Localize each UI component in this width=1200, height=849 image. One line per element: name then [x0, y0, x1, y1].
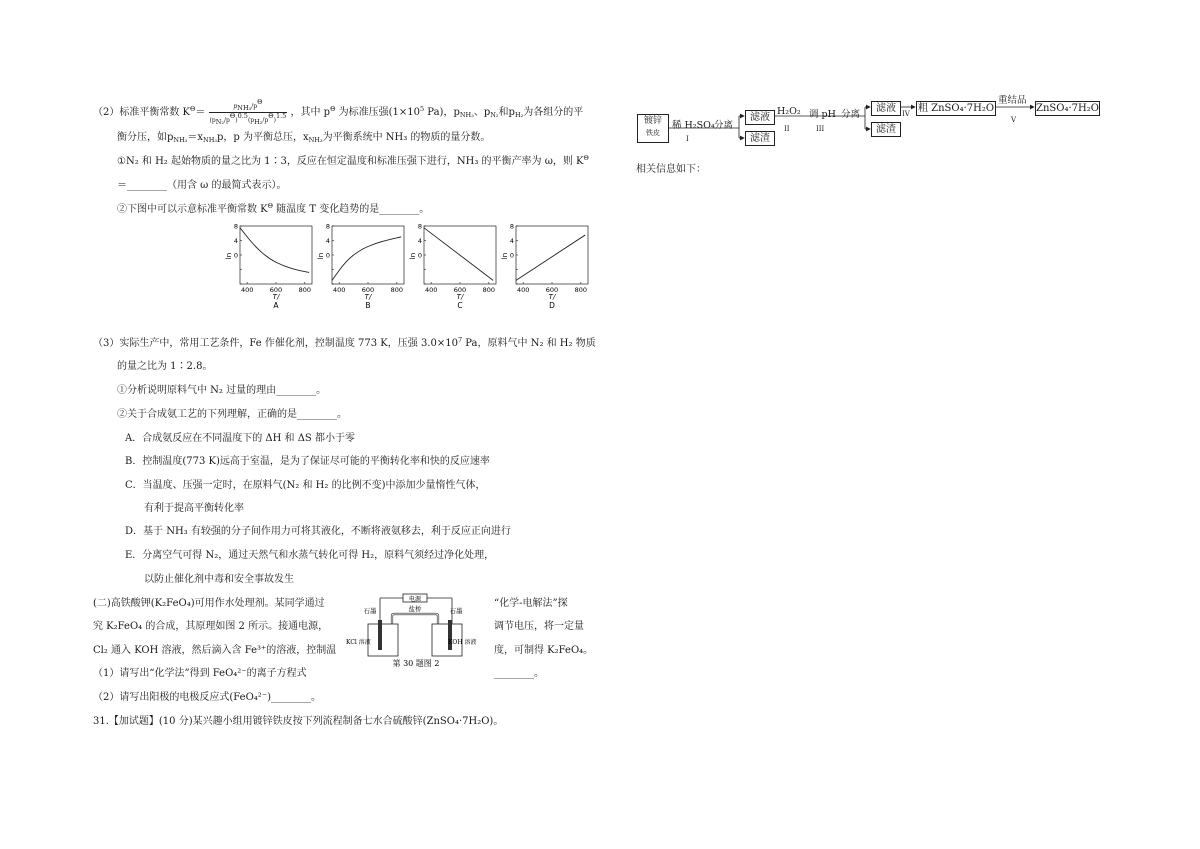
flow-roman-4: IV — [902, 110, 910, 118]
chart-A-ytick-label: 0 — [233, 251, 238, 260]
chart-A-title: A — [273, 301, 279, 310]
flow-step3: 调 pH — [809, 109, 836, 120]
chart-D-xlabel: T/ — [548, 293, 556, 301]
power-label: 电源 — [408, 596, 422, 603]
chart-C-xtick-label: 400 — [424, 286, 438, 294]
chart-C-xtick-label: 600 — [453, 286, 467, 294]
chart-B-ytick-label: 4 — [325, 237, 330, 245]
q3-item1: ①分析说明原料气中 N₂ 过量的理由________。 — [117, 385, 327, 396]
kc-fraction: $\frac{\text{pNH₃/pΘ}}{\text{(pN₂/pΘ)0.5(pH₂/pΘ)1.5}}$ — [209, 98, 287, 126]
chart-A-frame — [240, 226, 312, 284]
q3-line1: （3）实际生产中，常用工艺条件，Fe 作催化剂，控制温度 773 K，压强 $3.0\times 10^7$ Pa，原料气中 N₂ 和 H₂ 物质 — [93, 336, 596, 349]
option-d: D．基于 NH₃ 有较强的分子间作用力可将其液化，不断将液氨移去，利于反应正向进行 — [125, 526, 511, 537]
electrolysis-figure — [340, 590, 490, 668]
part2-q1: （1）请写出“化学法”得到 FeO₄²⁻的离子方程式 — [93, 668, 307, 679]
part2-q1-blank: ________。 — [494, 668, 544, 679]
chart-A-ytick-label: 8 — [233, 222, 238, 231]
chart-D-frame — [516, 226, 588, 284]
option-c-cont: 有利于提高平衡转化率 — [144, 503, 244, 514]
chart-A-ylabel: ln — [225, 252, 233, 260]
flow-start-box: 镀锌 铁皮 — [637, 114, 669, 143]
chart-B-ytick-label: 0 — [325, 251, 330, 260]
right-electrode-label: 石墨 — [449, 607, 463, 615]
flow-roman-1: I — [686, 135, 689, 143]
flow-crude-box: 粗 ZnSO₄·7H₂O — [917, 103, 995, 114]
part2-line3-right: 度，可制得 K₂FeO₄。 — [494, 645, 594, 656]
flow-step1: 稀 H₂SO₄ — [672, 120, 715, 131]
chart-B-series-line — [332, 237, 401, 281]
chart-A-xtick-label: 800 — [298, 286, 312, 294]
chart-D-title: D — [549, 301, 555, 310]
figure-caption: 第 30 题图 2 — [392, 659, 440, 668]
part2-line1: (二)高铁酸钾(K₂FeO₄)可用作水处理剂。某同学通过 — [93, 598, 325, 609]
left-beaker — [368, 624, 398, 656]
option-e-cont: 以防止催化剂中毒和安全事故发生 — [144, 574, 294, 585]
chart-D-ytick-label: 4 — [509, 237, 514, 245]
option-a: A．合成氨反应在不同温度下的 ΔH 和 ΔS 都小于零 — [125, 433, 355, 444]
chart-C-series-line — [424, 228, 493, 281]
chart-A-xlabel: T/ — [272, 293, 280, 301]
q3-item2: ②关于合成氨工艺的下列理解，正确的是________。 — [117, 409, 347, 420]
flow-recryst: 重结品 — [998, 95, 1027, 106]
chart-B-title: B — [365, 301, 371, 310]
chart-D-series-line — [516, 235, 585, 280]
charts-svg — [226, 222, 596, 317]
chart-A-xtick-label: 400 — [240, 286, 254, 294]
chart-B-xtick-label: 800 — [390, 286, 404, 294]
chart-C-xlabel: T/ — [456, 293, 464, 301]
chart-C-xtick-label: 800 — [482, 286, 496, 294]
chart-A-series-line — [240, 228, 309, 273]
flow-filtrate1: 滤液 — [745, 110, 775, 125]
q2-item2: ②下图中可以示意标准平衡常数 $K^\Theta$ 随温度 T 变化趋势的是________。 — [117, 202, 430, 215]
left-electrode — [378, 620, 382, 650]
left-solution-label: KCl 溶液 — [346, 639, 371, 646]
salt-bridge — [392, 614, 438, 646]
chart-B-xtick-label: 400 — [332, 286, 346, 294]
flow-arrows — [636, 98, 1106, 158]
part2-line1-right: “化学-电解法”探 — [494, 598, 568, 609]
part2-line2-right: 调节电压，将一定量 — [494, 621, 584, 632]
right-solution-label: KOH 溶液 — [448, 639, 477, 646]
chart-D-ytick-label: 0 — [509, 251, 514, 260]
chart-C-ylabel: ln — [409, 252, 417, 260]
flow-residue1: 滤渣 — [745, 131, 775, 146]
k-vs-t-charts — [226, 222, 596, 317]
flow-filtrate2: 滤液 — [871, 101, 901, 116]
chart-D-xtick-label: 800 — [574, 286, 588, 294]
flow-residue2: 滤渣 — [871, 122, 901, 137]
flow-step2: H₂O₂ — [777, 106, 801, 117]
part2-line2: 究 K₂FeO₄ 的合成，其原理如图 2 所示。接通电源， — [93, 621, 329, 632]
chart-D-xtick-label: 600 — [545, 286, 559, 294]
option-c: C．当温度、压强一定时，在原料气(N₂ 和 H₂ 的比例不变)中添加少量惰性气体， — [125, 480, 486, 491]
q3-line2: 的量之比为 1∶2.8。 — [117, 361, 213, 372]
chart-B-ylabel: ln — [317, 252, 325, 260]
chart-D-ytick-label: 8 — [509, 222, 514, 231]
q2-item1-answer: ＝________（用含 ω 的最简式表示）。 — [117, 180, 287, 191]
chart-B-ytick-label: 8 — [325, 222, 330, 231]
flow-chart — [636, 95, 1106, 158]
flow-roman-5: V — [1011, 116, 1017, 124]
bridge-label: 盐桥 — [408, 605, 422, 613]
option-b: B．控制温度(773 K)远高于室温，是为了保证尽可能的平衡转化率和快的反应速率 — [125, 456, 490, 467]
chart-A-xtick-label: 600 — [269, 286, 283, 294]
flow-roman-2: II — [784, 125, 790, 133]
chart-C-ytick-label: 8 — [417, 222, 422, 231]
q2-item1: ①N₂ 和 H₂ 起始物质的量之比为 1∶3，反应在恒定温度和标准压强下进行，NH₃ 的平衡产率为 ω，则 $K^\Theta$ — [117, 154, 589, 167]
q2-line1: （2）标准平衡常数 $K^\Theta=$ $\frac{\text{pNH₃/pΘ}}{\text{(pN₂/pΘ)0.5(pH₂/pΘ)1.5}}$ ，其中 $p^\Theta$ 为标准压强($1\times 10^5$ Pa)，$p_{NH_3}$、$p_{N_2}$和$p_{H_2}$为各组分的平 — [93, 98, 584, 126]
chart-B-frame — [332, 226, 404, 284]
electrolysis-svg — [340, 590, 490, 668]
left-electrode-label: 石墨 — [363, 607, 377, 615]
flow-sep1: 分离 — [714, 120, 734, 131]
flow-roman-3: III — [816, 125, 825, 133]
option-e: E．分离空气可得 N₂，通过天然气和水蒸气转化可得 H₂，原料气须经过净化处理， — [125, 550, 495, 561]
chart-D-xtick-label: 400 — [516, 286, 530, 294]
part2-q2: （2）请写出阳极的电极反应式(FeO₄²⁻)________。 — [93, 692, 321, 703]
q31-text: 31.【加试题】(10 分)某兴趣小组用镀锌铁皮按下列流程制备七水合硫酸锌(ZnSO₄·7H₂O)。 — [93, 716, 504, 727]
q2-line2: 衡分压，如$p_{NH_3}=x_{NH_3}p$，p 为平衡总压，$x_{NH_3}$为平衡系统中 NH₃ 的物质的量分数。 — [117, 132, 491, 144]
chart-D-ylabel: ln — [501, 252, 509, 260]
related-info: 相关信息如下： — [636, 164, 706, 175]
flow-sep2: 分离 — [841, 109, 861, 120]
chart-A-ytick-label: 4 — [233, 237, 238, 245]
chart-C-ytick-label: 4 — [417, 237, 422, 245]
part2-line3: Cl₂ 通入 KOH 溶液，然后滴入含 Fe³⁺的溶液，控制温 — [93, 645, 337, 656]
chart-C-ytick-label: 0 — [417, 251, 422, 260]
flow-final-box: ZnSO₄·7H₂O — [1036, 103, 1099, 114]
chart-C-title: C — [457, 301, 463, 310]
chart-B-xtick-label: 600 — [361, 286, 375, 294]
chart-B-xlabel: T/ — [364, 293, 372, 301]
